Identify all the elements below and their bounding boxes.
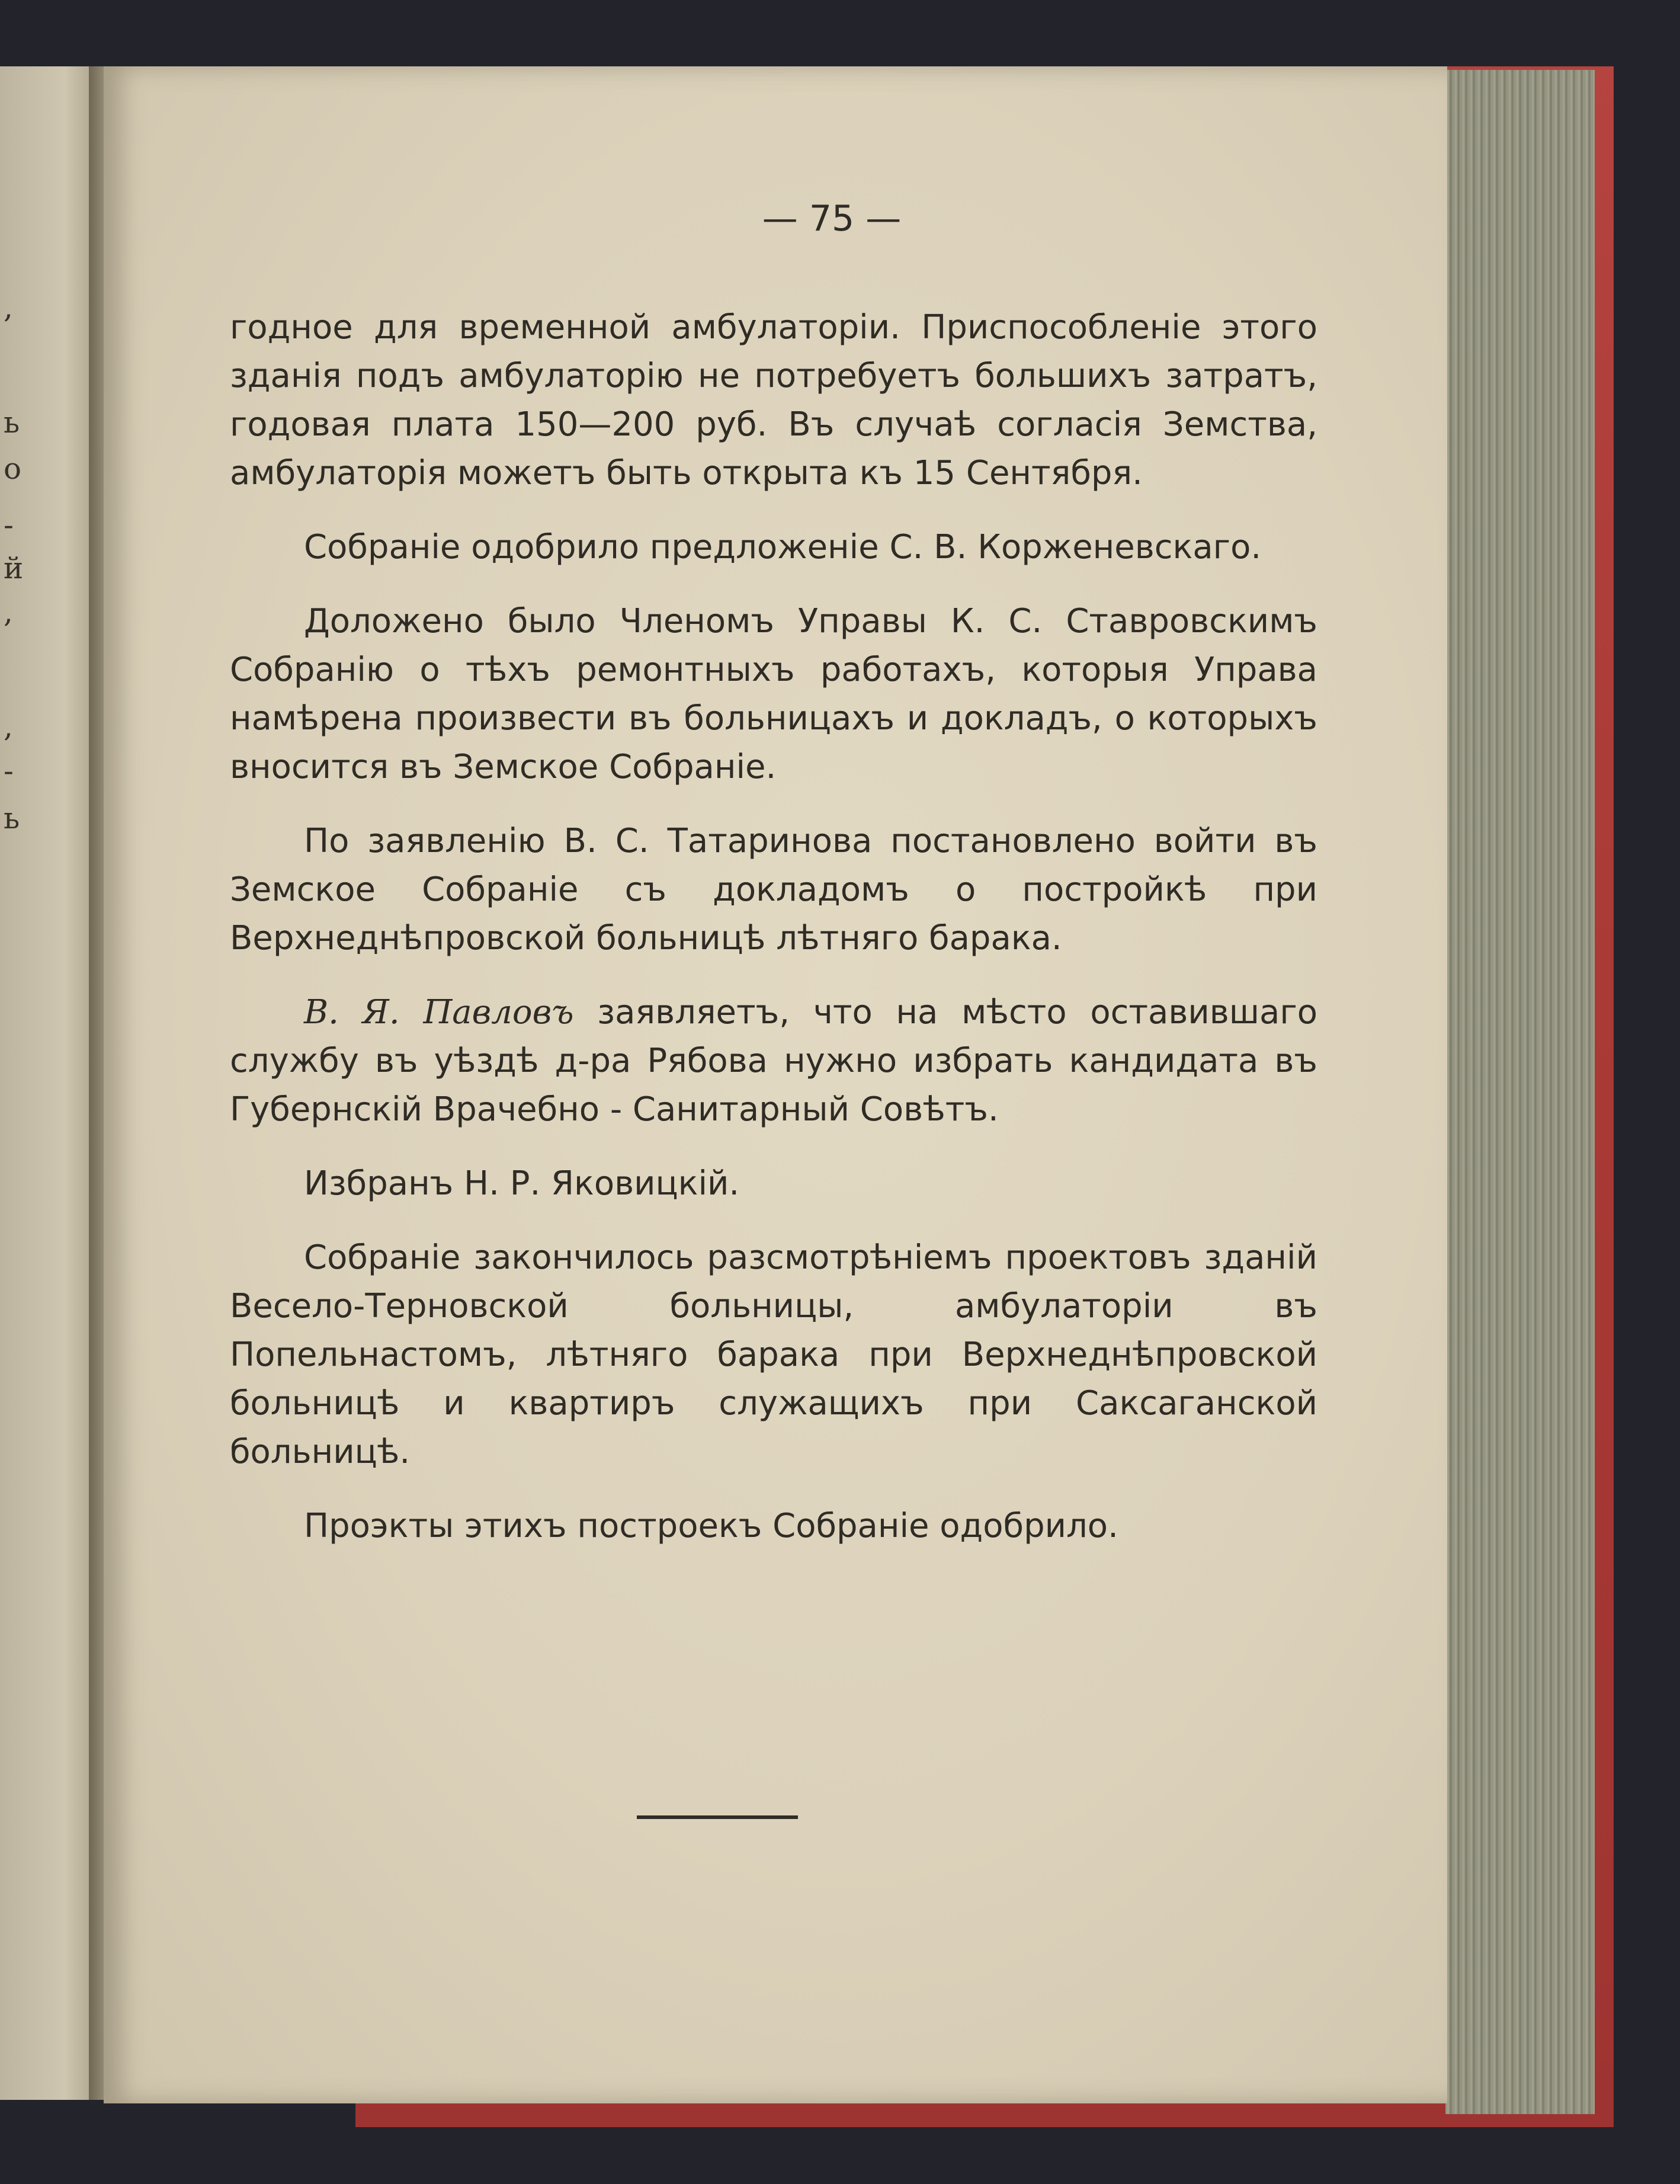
- right-page: [104, 66, 1447, 2103]
- end-rule: [637, 1815, 798, 1819]
- left-page-fragment: й: [4, 551, 24, 585]
- left-page-fragment: ь: [4, 801, 20, 835]
- page-edges: [1445, 70, 1595, 2114]
- paragraph: Доложено было Членомъ Управы К. С. Ставровскимъ Собранію о тѣхъ ремонтныхъ работахъ, которыя Управа намѣрена произвести въ больницахъ и докладъ, о которыхъ вносится въ Земское Собраніе.: [230, 602, 1317, 786]
- paragraph: Проэкты этихъ построекъ Собраніе одобрило.: [304, 1507, 1118, 1545]
- speaker-name: В. Я. Павловъ: [304, 993, 574, 1032]
- page-body: [230, 303, 1317, 1576]
- paragraph: Избранъ Н. Р. Яковицкій.: [304, 1164, 740, 1203]
- paragraph: Собраніе закончилось разсмотрѣніемъ проектовъ зданій Весело-Терновской больницы, амбулаторіи въ Попельнастомъ, лѣтняго барака при Верхнеднѣпровской больницѣ и квартиръ служащихъ при Саксаганской больницѣ.: [230, 1238, 1317, 1471]
- page-number: — 75 —: [762, 198, 902, 239]
- left-page-fragment: ,: [4, 595, 13, 629]
- left-page-fragment: ,: [4, 709, 13, 744]
- paragraph: Собраніе одобрило предложеніе С. В. Корженевскаго.: [304, 528, 1262, 566]
- paragraph: [230, 988, 1317, 1134]
- left-page-fragment: -: [4, 508, 14, 542]
- left-page-fragment: ,: [4, 290, 13, 325]
- left-page-fragment: -: [4, 754, 14, 788]
- left-page-fragment: ь: [4, 405, 20, 440]
- paragraph: По заявленію В. С. Татаринова постановлено войти въ Земское Собраніе съ докладомъ о постройкѣ при Верхнеднѣпровской больницѣ лѣтняго барака.: [230, 822, 1317, 957]
- left-page-fragment: о: [4, 451, 22, 486]
- paragraph-text: заявляетъ, что на мѣсто оставившаго службу въ уѣздѣ д-ра Рябова нужно избрать кандидата въ Губернскій Врачебно - Санитарный Совѣтъ.: [230, 993, 1318, 1129]
- paragraph: годное для временной амбулаторіи. Приспособленіе этого зданія подъ амбулаторію не потребуетъ большихъ затратъ, годовая плата 150—200 руб. Въ случаѣ согласія Земства, амбулаторія можетъ быть открыта къ 15 Сентября.: [230, 308, 1317, 492]
